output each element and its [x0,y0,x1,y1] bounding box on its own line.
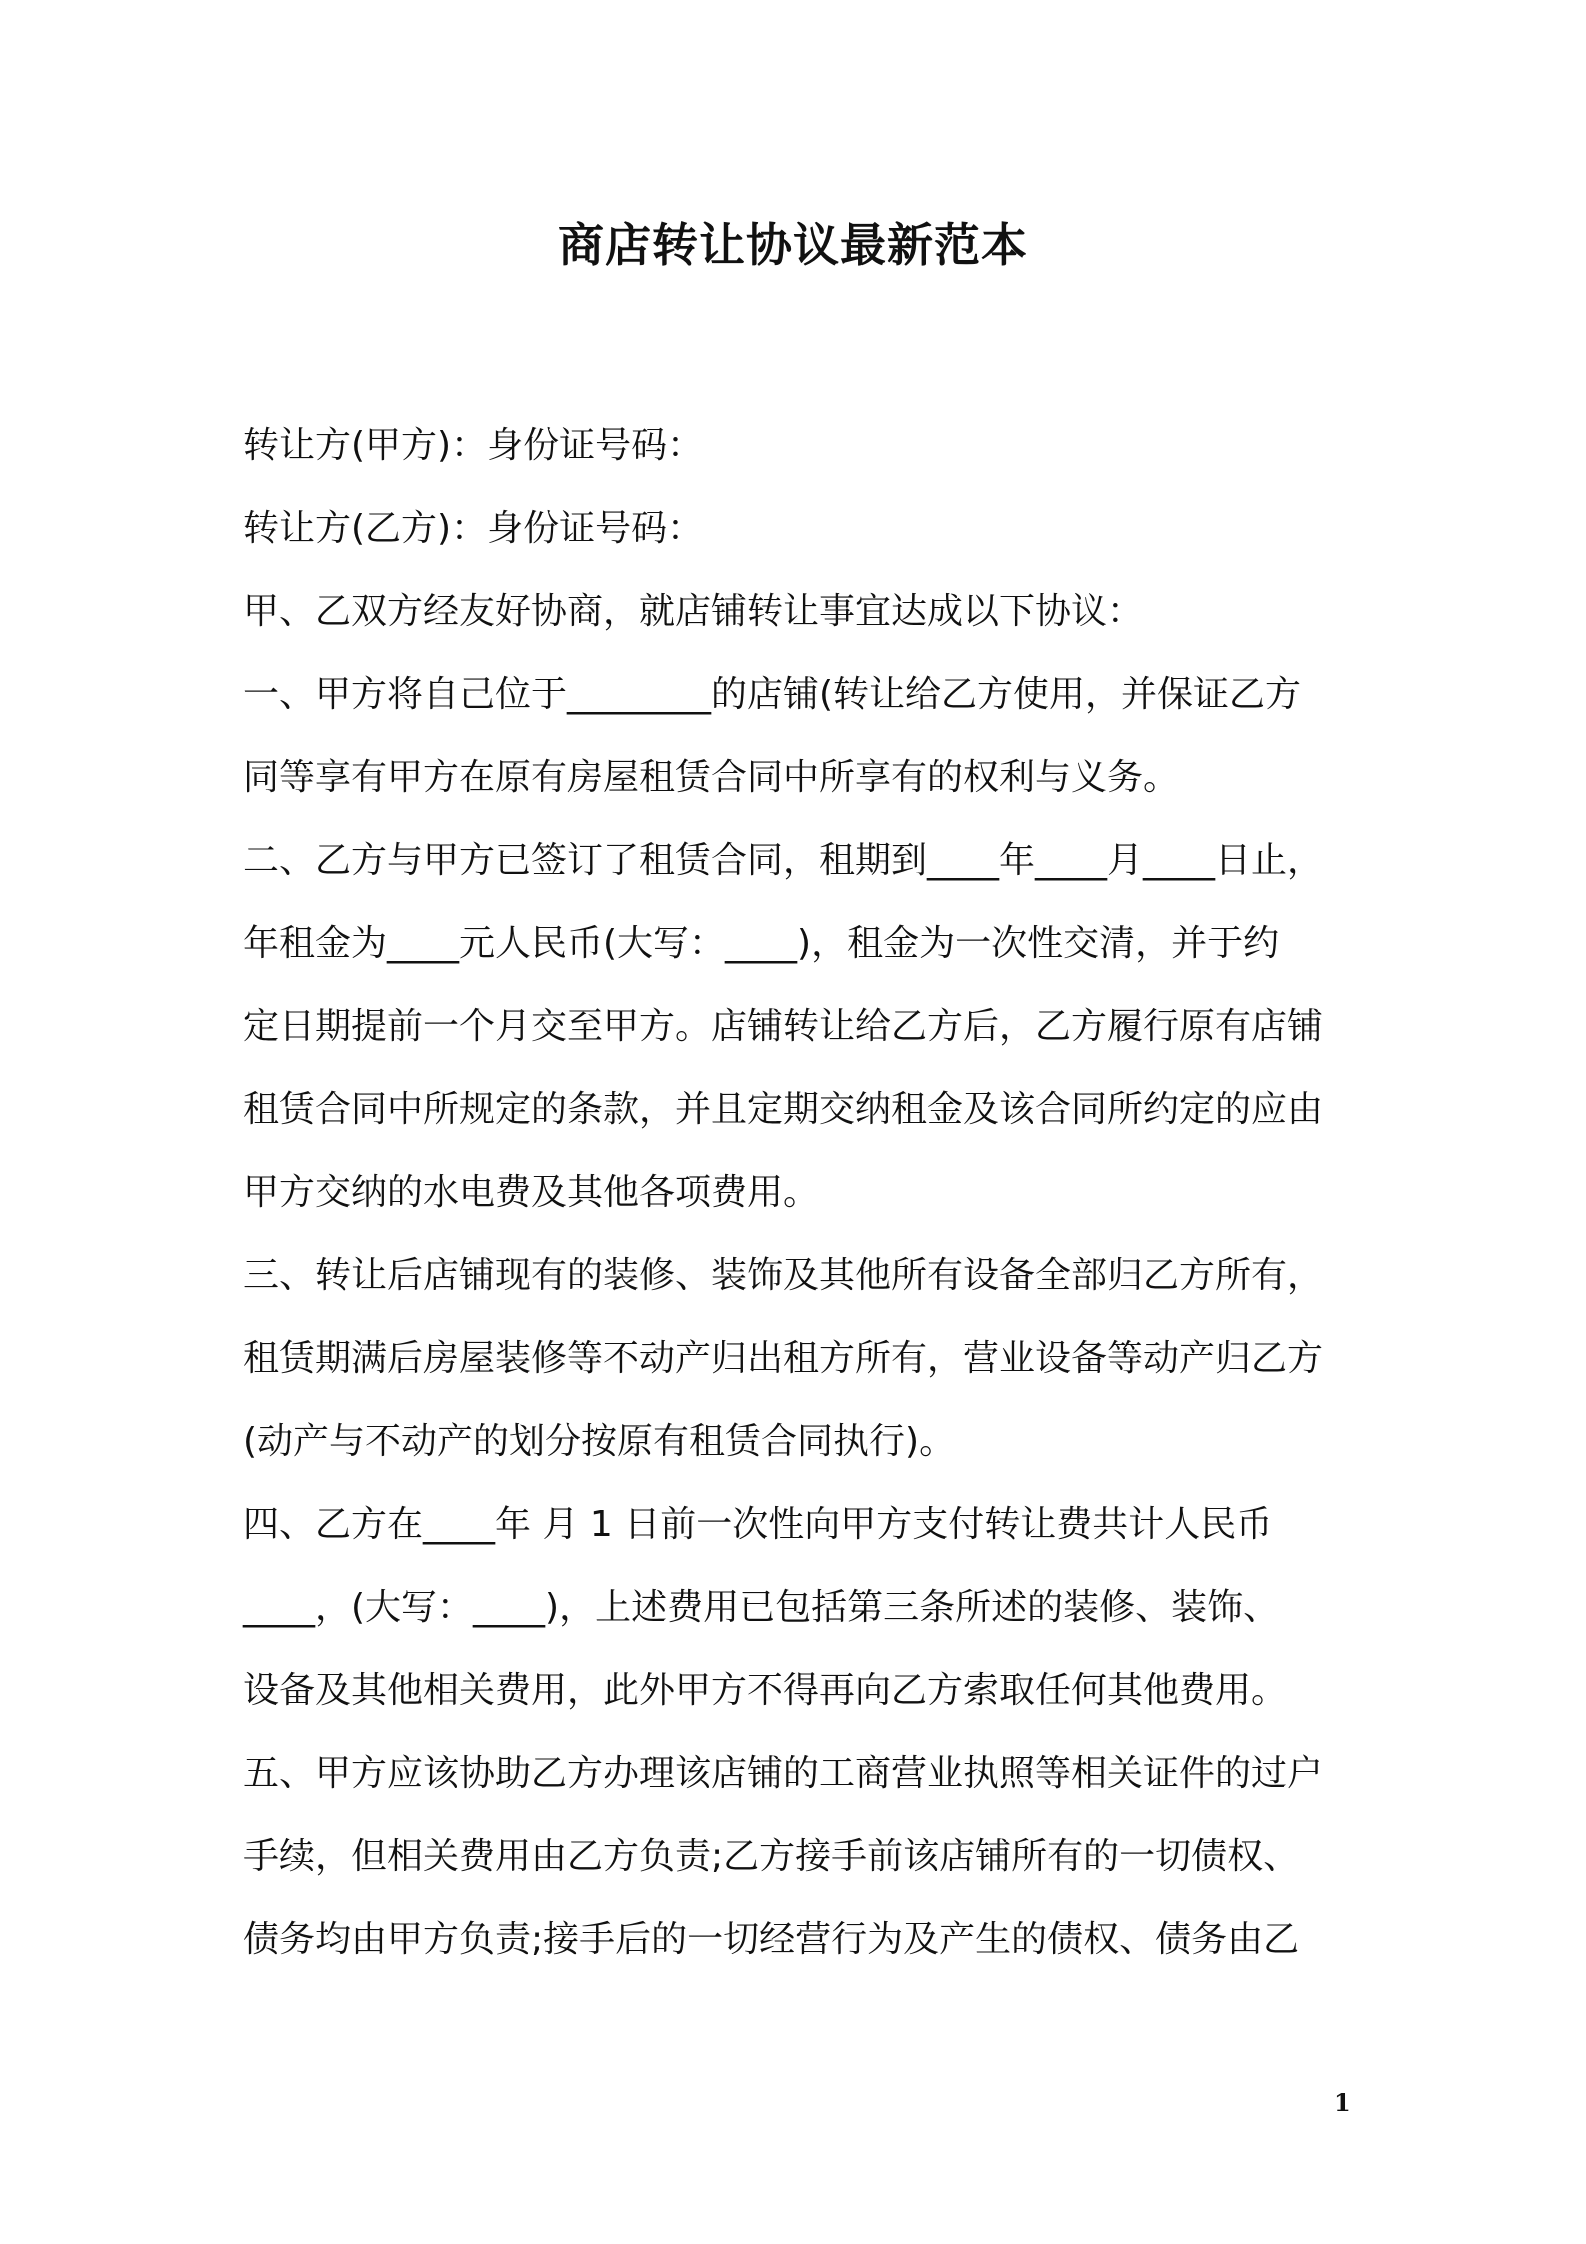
text-line: 转让方(甲方)：身份证号码： [243,425,704,466]
text-line: 年租金为____元人民币(大写：____)，租金为一次性交清，并于约 [243,923,1280,964]
text-line: 租赁期满后房屋装修等不动产归出租方所有，营业设备等动产归乙方 [243,1338,1324,1379]
text-line: 转让方(乙方)：身份证号码： [243,508,704,549]
text-line: 五、甲方应该协助乙方办理该店铺的工商营业执照等相关证件的过户 [243,1753,1324,1794]
text-line: (动产与不动产的划分按原有租赁合同执行)。 [243,1421,956,1462]
page-number: 1 [1334,2088,1351,2117]
text-line: 甲、乙双方经友好协商，就店铺转让事宜达成以下协议： [243,591,1144,632]
text-line: 债务均由甲方负责;接手后的一切经营行为及产生的债权、债务由乙 [243,1919,1300,1960]
document-title: 商店转让协议最新范本 [558,218,1028,272]
text-line: 二、乙方与甲方已签订了租赁合同，租期到____年____月____日止， [243,840,1324,881]
text-line: 甲方交纳的水电费及其他各项费用。 [243,1172,820,1213]
text-line: 四、乙方在____年 月 1 日前一次性向甲方支付转让费共计人民币 [243,1504,1273,1545]
text-line: 设备及其他相关费用，此外甲方不得再向乙方索取任何其他费用。 [243,1670,1288,1711]
text-line: ____，(大写：____)，上述费用已包括第三条所述的装修、装饰、 [243,1587,1280,1628]
text-line: 一、甲方将自己位于________的店铺(转让给乙方使用，并保证乙方 [243,674,1302,715]
text-line: 定日期提前一个月交至甲方。店铺转让给乙方后，乙方履行原有店铺 [243,1006,1324,1047]
text-line: 租赁合同中所规定的条款，并且定期交纳租金及该合同所约定的应由 [243,1089,1324,1130]
document-body [243,404,1363,1981]
text-line: 手续，但相关费用由乙方负责;乙方接手前该店铺所有的一切债权、 [243,1836,1300,1877]
text-line: 同等享有甲方在原有房屋租赁合同中所享有的权利与义务。 [243,757,1180,798]
text-line: 三、转让后店铺现有的装修、装饰及其他所有设备全部归乙方所有， [243,1255,1324,1296]
